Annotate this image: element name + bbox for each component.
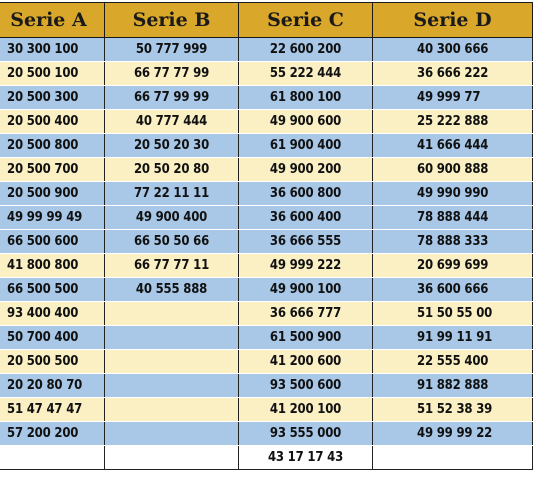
table-row [0,254,533,278]
header-serie-c: Serie C [239,3,373,38]
cell-serie-d: 49 999 77 [373,86,533,110]
cell-serie-c: 36 666 777 [239,302,373,326]
table-row [0,326,533,350]
cell-serie-a: 66 500 600 [0,230,105,254]
cell-serie-d: 51 50 55 00 [373,302,533,326]
cell-serie-d: 22 555 400 [373,350,533,374]
cell-serie-a: 20 500 500 [0,350,105,374]
cell-serie-b [105,422,239,446]
cell-serie-a: 20 500 100 [0,62,105,86]
cell-serie-d: 91 882 888 [373,374,533,398]
table-row [0,422,533,446]
cell-serie-d: 20 699 699 [373,254,533,278]
cell-serie-d: 25 222 888 [373,110,533,134]
cell-serie-b: 66 77 77 11 [105,254,239,278]
cell-serie-c: 93 500 600 [239,374,373,398]
cell-serie-c: 36 666 555 [239,230,373,254]
cell-serie-a: 51 47 47 47 [0,398,105,422]
cell-serie-a: 20 500 300 [0,86,105,110]
cell-serie-b [105,446,239,470]
table-row [0,62,533,86]
cell-serie-a: 41 800 800 [0,254,105,278]
cell-serie-b [105,326,239,350]
cell-serie-a: 20 500 700 [0,158,105,182]
cell-serie-c: 61 500 900 [239,326,373,350]
cell-serie-a: 50 700 400 [0,326,105,350]
cell-serie-b: 20 50 20 80 [105,158,239,182]
cell-serie-b: 49 900 400 [105,206,239,230]
cell-serie-a: 93 400 400 [0,302,105,326]
cell-serie-d: 78 888 333 [373,230,533,254]
cell-serie-d: 49 99 99 22 [373,422,533,446]
header-serie-a: Serie A [0,3,105,38]
cell-serie-c: 36 600 800 [239,182,373,206]
table-row [0,38,533,62]
cell-serie-b: 66 77 77 99 [105,62,239,86]
cell-serie-b: 40 555 888 [105,278,239,302]
cell-serie-b: 40 777 444 [105,110,239,134]
table-row [0,446,533,470]
cell-serie-c: 49 900 600 [239,110,373,134]
cell-serie-a: 20 20 80 70 [0,374,105,398]
table-row [0,158,533,182]
cell-serie-d [373,446,533,470]
cell-serie-b: 20 50 20 30 [105,134,239,158]
cell-serie-a: 20 500 800 [0,134,105,158]
cell-serie-a: 20 500 900 [0,182,105,206]
cell-serie-c: 61 900 400 [239,134,373,158]
header-serie-d: Serie D [373,3,533,38]
table-row [0,302,533,326]
cell-serie-b [105,398,239,422]
cell-serie-d: 36 600 666 [373,278,533,302]
table-row [0,206,533,230]
cell-serie-a: 20 500 400 [0,110,105,134]
cell-serie-b [105,302,239,326]
cell-serie-a: 49 99 99 49 [0,206,105,230]
cell-serie-c: 93 555 000 [239,422,373,446]
cell-serie-c: 61 800 100 [239,86,373,110]
cell-serie-c: 41 200 600 [239,350,373,374]
cell-serie-a [0,446,105,470]
cell-serie-b [105,374,239,398]
cell-serie-a: 30 300 100 [0,38,105,62]
number-table [0,2,533,470]
cell-serie-d: 36 666 222 [373,62,533,86]
cell-serie-c: 49 999 222 [239,254,373,278]
table-row [0,350,533,374]
cell-serie-d: 51 52 38 39 [373,398,533,422]
table-row [0,86,533,110]
table-row [0,134,533,158]
cell-serie-c: 49 900 100 [239,278,373,302]
cell-serie-c: 43 17 17 43 [239,446,373,470]
table-row [0,278,533,302]
cell-serie-d: 41 666 444 [373,134,533,158]
cell-serie-b: 66 77 99 99 [105,86,239,110]
cell-serie-d: 78 888 444 [373,206,533,230]
cell-serie-c: 36 600 400 [239,206,373,230]
cell-serie-c: 55 222 444 [239,62,373,86]
header-serie-b: Serie B [105,3,239,38]
table-row [0,398,533,422]
header-row [0,3,533,38]
cell-serie-d: 60 900 888 [373,158,533,182]
cell-serie-c: 41 200 100 [239,398,373,422]
cell-serie-d: 40 300 666 [373,38,533,62]
cell-serie-c: 49 900 200 [239,158,373,182]
cell-serie-b: 66 50 50 66 [105,230,239,254]
table-row [0,182,533,206]
cell-serie-b: 50 777 999 [105,38,239,62]
cell-serie-b: 77 22 11 11 [105,182,239,206]
table-row [0,230,533,254]
table-row [0,374,533,398]
cell-serie-a: 57 200 200 [0,422,105,446]
cell-serie-b [105,350,239,374]
cell-serie-d: 91 99 11 91 [373,326,533,350]
cell-serie-c: 22 600 200 [239,38,373,62]
table-row [0,110,533,134]
cell-serie-a: 66 500 500 [0,278,105,302]
cell-serie-d: 49 990 990 [373,182,533,206]
table-body [0,38,533,470]
